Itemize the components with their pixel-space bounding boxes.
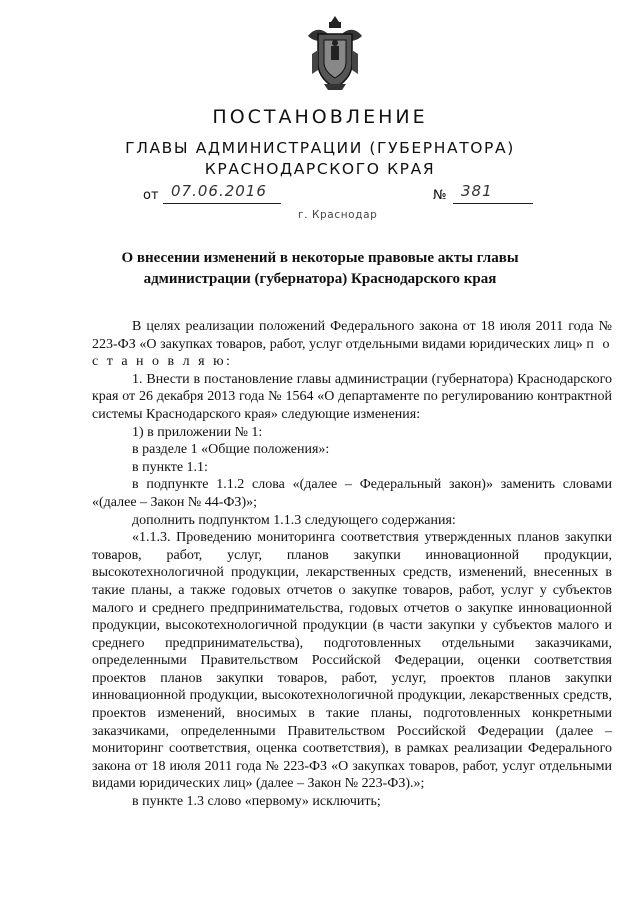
- body-paragraph-8: в пункте 1.3 слово «первому» исключить;: [132, 794, 381, 810]
- city-label: г. Краснодар: [298, 209, 378, 221]
- issuer-line-1: ГЛАВЫ АДМИНИСТРАЦИИ (ГУБЕРНАТОРА): [125, 139, 515, 157]
- number-prefix: №: [433, 188, 447, 203]
- preamble-text: В целях реализации положений Федерального закона от 18 июля 2011 года № 223-ФЗ «О закупках товаров, работ, услуг отдельными видами юридических лиц»: [92, 319, 612, 352]
- body-paragraph-1: 1. Внести в постановление главы администрации (губернатора) Краснодарского края от 26 декабря 2013 года № 1564 «О департаменте по регулированию контрактной системы Краснодарского края» следующие изменения:: [92, 371, 612, 422]
- body-paragraph-5: в подпункте 1.1.2 слова «(далее – Федеральный закон)» заменить словами «(далее – Закон № 44-ФЗ)»;: [92, 477, 612, 510]
- document-type-title: ПОСТАНОВЛЕНИЕ: [212, 106, 428, 128]
- body-paragraph-7: «1.1.3. Проведению мониторинга соответствия утвержденных планов закупки товаров, работ, услуг, планов закупки инновационной продукции, высокотехнологичной продукции, лекарственных средств, изменений, внесенных в такие планы, а также годовых отчетов о закупке товаров, работ, услуг у субъектов малого и среднего предпринимательства, годовых отчетов о закупке инновационной продукции, высокотехнологичной продукции (в части закупки у субъектов малого и среднего предпринимательства), подготовленных отдельными заказчиками, определенными Правительством Российской Федерации, оценки соответствия проектов планов закупки товаров, работ, услуг, проектов планов закупки инновационной продукции, высокотехнологичной продукции, лекарственных средств, проектов изменений, вносимых в такие планы, подготовленных конкретными заказчиками, определенными Правительством Российской Федерации (далее – мониторинг соответствия, оценка соответствия), в рамках реализации Федерального закона от 18 июля 2011 года № 223-ФЗ «О закупках товаров, работ, услуг отдельными видами юридических лиц» (далее – Закон № 223-ФЗ).»;: [92, 530, 612, 792]
- body-paragraph-2: 1) в приложении № 1:: [132, 424, 263, 440]
- date-prefix: от: [143, 188, 159, 203]
- document-body: [92, 318, 612, 811]
- document-subject: О внесении изменений в некоторые правовые акты главы администрации (губернатора) Краснодарского края: [121, 250, 519, 287]
- body-paragraph-3: в разделе 1 «Общие положения»:: [132, 442, 330, 458]
- issuer-line-2: КРАСНОДАРСКОГО КРАЯ: [204, 160, 436, 178]
- number-underline: [453, 203, 533, 204]
- preamble-resolve: п о с т а н о в л я ю:: [92, 336, 613, 370]
- date-underline: [163, 203, 281, 204]
- document-number: 381: [461, 182, 493, 200]
- body-paragraph-6: дополнить подпунктом 1.1.3 следующего содержания:: [132, 512, 456, 528]
- coat-of-arms-emblem: [304, 14, 366, 94]
- document-date: 07.06.2016: [171, 182, 267, 200]
- preamble-paragraph: [92, 318, 612, 371]
- body-paragraph-4: в пункте 1.1:: [132, 459, 208, 475]
